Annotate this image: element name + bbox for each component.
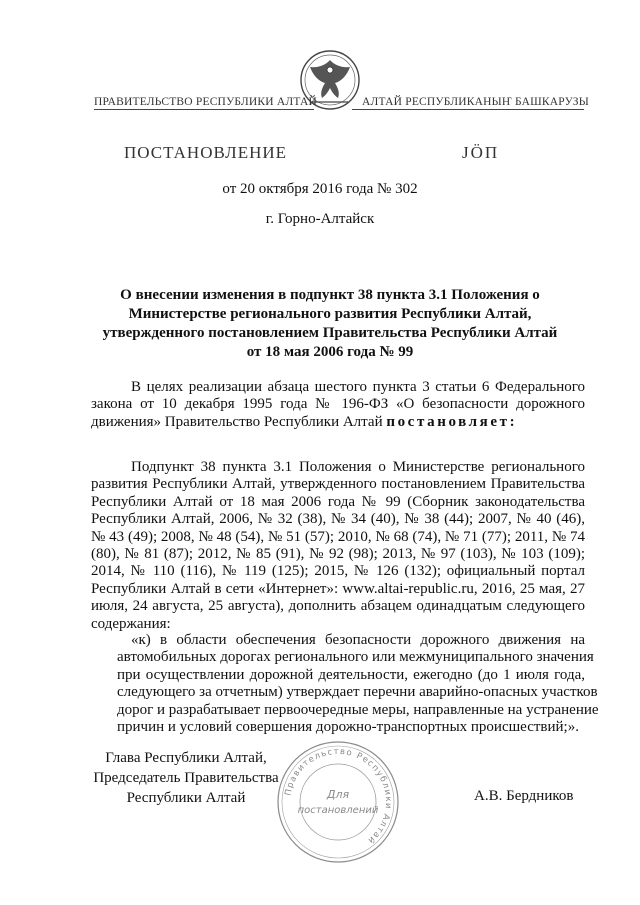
paragraph-line: закона от 10 декабря 1995 года № 196-ФЗ «О безопасности дорожного xyxy=(91,396,585,413)
paragraph-line: июля, 24 августа, 25 августа), дополнить абзацем одинадцатым следующего xyxy=(91,598,585,615)
signatory-name: А.В. Бердников xyxy=(474,788,574,804)
title-line: утвержденного постановлением Правительства Республики Алтай xyxy=(102,325,558,341)
official-stamp xyxy=(274,738,402,866)
header-right-title: АЛТАЙ РЕСПУБЛИКАНЫҤ БАШКАРУЗЫ xyxy=(362,96,589,108)
header-underline-left xyxy=(94,109,314,110)
stamp-center-line: Для xyxy=(326,788,350,801)
quoted-subparagraph xyxy=(117,632,599,736)
paragraph-line: Подпункт 38 пункта 3.1 Положения о Министерстве регионального xyxy=(131,459,585,475)
preamble-text: движения» Правительство Республики Алтай xyxy=(91,413,383,430)
signatory-position-line: Республики Алтай xyxy=(126,790,246,806)
paragraph-line: «к) в области обеспечения безопасности дорожного движения на xyxy=(131,632,585,648)
paragraph-line: следующего за отчетным) утверждает перечни аварийно-опасных участков xyxy=(117,684,598,701)
paragraph-line: дорог и разрабатывает первоочередные меры, направленные на устранение xyxy=(117,701,599,718)
preamble-paragraph xyxy=(91,379,585,431)
paragraph-line: 2014, № 110 (116), № 119 (125); 2015, № 126 (132); официальный портал xyxy=(91,563,585,580)
paragraph-line: (80), № 81 (87); 2012, № 85 (91), № 92 (98); 2013, № 97 (103), № 103 (109); xyxy=(91,546,585,563)
decree-keyword: постановляет: xyxy=(386,413,518,430)
amendment-paragraph xyxy=(91,459,585,633)
signatory-position-line: Председатель Правительства xyxy=(93,770,279,786)
title-line: О внесении изменения в подпункт 38 пункта 3.1 Положения о xyxy=(120,287,540,303)
signatory-position-line: Глава Республики Алтай, xyxy=(105,750,267,766)
doc-type-russian: ПОСТАНОВЛЕНИЕ xyxy=(124,143,288,162)
paragraph-line: В целях реализации абзаца шестого пункта 3 статьи 6 Федерального xyxy=(131,379,585,395)
paragraph-line: развития Республики Алтай, утвержденного постановлением Правительства xyxy=(91,476,585,493)
decree-title xyxy=(100,286,560,362)
stamp-ring-text: Правительство Республики Алтай xyxy=(283,746,394,846)
signatory-position xyxy=(91,748,281,808)
header-left-title: ПРАВИТЕЛЬСТВО РЕСПУБЛИКИ АЛТАЙ xyxy=(94,96,318,108)
paragraph-line: при осуществлении дорожной деятельности, ежегодно (до 1 июля года, xyxy=(117,666,585,683)
paragraph-line: содержания: xyxy=(91,615,171,632)
doc-type-altai: JÖП xyxy=(462,143,500,162)
decree-city: г. Горно-Алтайск xyxy=(265,211,375,227)
title-line: от 18 мая 2006 года № 99 xyxy=(246,344,414,360)
decree-date-number: от 20 октября 2016 года № 302 xyxy=(222,181,418,197)
stamp-center-line: постановлений xyxy=(297,805,379,816)
paragraph-line: Республики Алтай в сети «Интернет»: www.altai-republic.ru, 2016, 25 мая, 27 xyxy=(91,580,585,597)
paragraph-line: Республики Алтай от 18 мая 2006 года № 99 (Сборник законодательства xyxy=(91,493,585,510)
paragraph-line xyxy=(91,414,585,431)
paragraph-line: автомобильных дорогах регионального или межмуниципального значения xyxy=(117,649,594,666)
paragraph-line: Республики Алтай, 2006, № 32 (38), № 34 (40), № 38 (44); 2007, № 40 (46), xyxy=(91,511,585,528)
title-line: Министерстве регионального развития Республики Алтай, xyxy=(128,306,532,322)
paragraph-line: причин и условий совершения дорожно-транспортных происшествий;». xyxy=(117,719,579,736)
header-underline-right xyxy=(352,109,584,110)
paragraph-line: № 43 (49); 2008, № 48 (54), № 51 (57); 2010, № 68 (74), № 71 (77); 2011, № 74 xyxy=(91,528,585,545)
